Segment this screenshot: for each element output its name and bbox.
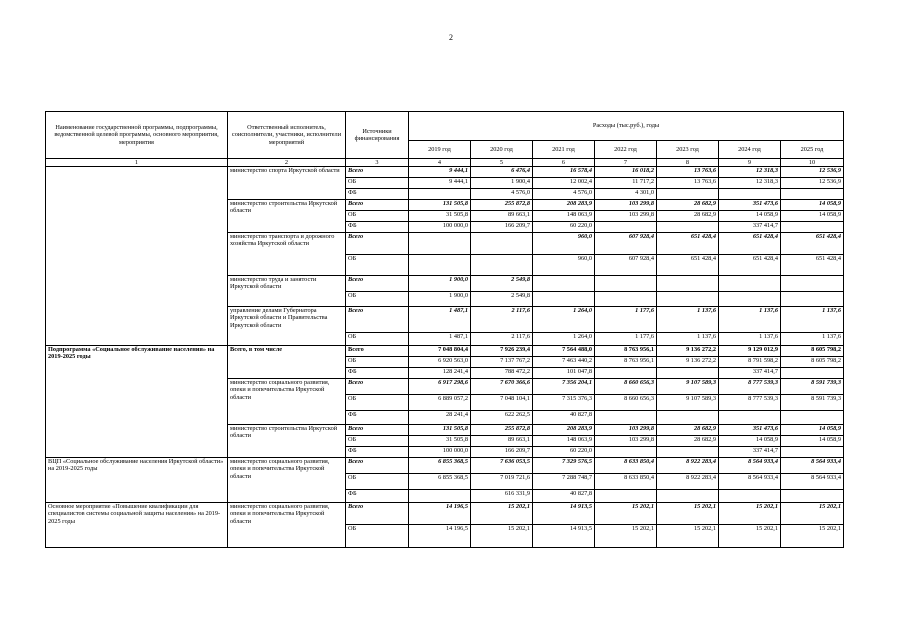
expense-value-cell: 337 414,7 — [719, 222, 781, 233]
program-name-cell: Подпрограмма «Социальное обслуживание населения» на 2019-2025 годы — [46, 346, 228, 458]
header-name-column: Наименование государственной программы, подпрограммы, ведомственной целевой программы, основного мероприятия, мероприятия — [46, 112, 228, 159]
expense-value-cell: 7 288 748,7 — [533, 474, 595, 490]
executor-cell: министерство строительства Иркутской области — [228, 425, 346, 458]
expense-value-cell: 8 564 933,4 — [781, 474, 844, 490]
expense-value-cell: 351 473,6 — [719, 425, 781, 436]
column-number: 10 — [781, 159, 844, 167]
expense-value-cell — [719, 189, 781, 200]
expense-value-cell — [595, 368, 657, 379]
executor-cell: министерство социального развития, опеки и попечительства Иркутской области — [228, 503, 346, 548]
expense-value-cell — [781, 411, 844, 425]
expense-value-cell: 16 578,4 — [533, 167, 595, 178]
header-source-column: Источники финансирования — [346, 112, 409, 159]
expense-value-cell: 616 331,9 — [471, 490, 533, 503]
expense-value-cell: 8 791 598,2 — [719, 357, 781, 368]
expense-value-cell: 15 202,1 — [471, 525, 533, 548]
header-executor-column: Ответственный исполнитель, соисполнители, участники, исполнители мероприятий — [228, 112, 346, 159]
executor-cell: министерство труда и занятости Иркутской области — [228, 276, 346, 307]
expense-value-cell: 8 591 739,3 — [781, 379, 844, 395]
expense-value-cell: 2 549,8 — [471, 276, 533, 292]
expense-value-cell — [657, 189, 719, 200]
expense-value-cell: 131 505,8 — [409, 425, 471, 436]
expense-value-cell — [781, 189, 844, 200]
expense-value-cell — [781, 447, 844, 458]
executor-cell: министерство социального развития, опеки и попечительства Иркутской области — [228, 458, 346, 503]
expense-value-cell — [719, 490, 781, 503]
expense-value-cell: 166 209,7 — [471, 447, 533, 458]
expense-value-cell: 2 117,6 — [471, 307, 533, 333]
expense-value-cell: 7 356 204,1 — [533, 379, 595, 395]
expense-value-cell: 1 177,6 — [595, 333, 657, 346]
expense-value-cell: 9 444,1 — [409, 167, 471, 178]
funding-source-cell: ФБ — [346, 447, 409, 458]
table-row — [46, 503, 844, 525]
table-row — [46, 167, 844, 178]
expense-value-cell — [409, 490, 471, 503]
column-number: 6 — [533, 159, 595, 167]
expense-value-cell: 8 633 850,4 — [595, 474, 657, 490]
expense-value-cell: 651 428,4 — [657, 233, 719, 255]
expense-value-cell: 9 107 589,3 — [657, 379, 719, 395]
funding-source-cell: ФБ — [346, 222, 409, 233]
executor-cell: управление делами Губернатора Иркутской области и Правительства Иркутской области — [228, 307, 346, 346]
column-number: 4 — [409, 159, 471, 167]
expense-value-cell: 15 202,1 — [471, 503, 533, 525]
expense-value-cell: 6 920 563,0 — [409, 357, 471, 368]
expense-value-cell: 208 283,9 — [533, 200, 595, 211]
expense-value-cell: 9 107 589,3 — [657, 395, 719, 411]
expense-value-cell: 15 202,1 — [595, 503, 657, 525]
executor-cell: министерство спорта Иркутской области — [228, 167, 346, 200]
expense-value-cell: 15 202,1 — [781, 525, 844, 548]
funding-source-cell: ФБ — [346, 368, 409, 379]
expense-value-cell — [781, 490, 844, 503]
executor-cell: министерство строительства Иркутской области — [228, 200, 346, 233]
expense-value-cell: 14 058,9 — [781, 211, 844, 222]
funding-source-cell: Всего — [346, 200, 409, 211]
expense-value-cell — [657, 490, 719, 503]
header-year: 2020 год — [471, 141, 533, 159]
expense-value-cell: 1 177,6 — [595, 307, 657, 333]
funding-source-cell: Всего — [346, 276, 409, 292]
expense-value-cell: 8 605 798,2 — [781, 346, 844, 357]
expense-value-cell: 2 117,6 — [471, 333, 533, 346]
expense-value-cell: 28 682,9 — [657, 211, 719, 222]
expense-value-cell: 7 329 576,5 — [533, 458, 595, 474]
funding-source-cell: ОБ — [346, 211, 409, 222]
column-number: 7 — [595, 159, 657, 167]
expense-value-cell: 8 660 656,3 — [595, 395, 657, 411]
expense-value-cell: 14 058,9 — [781, 425, 844, 436]
expense-value-cell: 28 682,9 — [657, 436, 719, 447]
expense-value-cell: 651 428,4 — [719, 233, 781, 255]
funding-source-cell: ОБ — [346, 255, 409, 276]
expense-value-cell: 1 900,4 — [471, 178, 533, 189]
expense-value-cell: 12 536,9 — [781, 167, 844, 178]
expense-value-cell: 131 505,8 — [409, 200, 471, 211]
funding-source-cell: Всего — [346, 307, 409, 333]
expense-value-cell — [781, 222, 844, 233]
expense-value-cell: 1 264,0 — [533, 333, 595, 346]
expense-value-cell: 14 058,9 — [781, 436, 844, 447]
program-name-cell: Основное мероприятие «Повышение квалификации для специалистов системы социальной защиты населения» на 2019-2025 годы — [46, 503, 228, 548]
expense-value-cell: 31 505,8 — [409, 211, 471, 222]
expense-value-cell: 31 505,8 — [409, 436, 471, 447]
table-row — [46, 346, 844, 357]
expense-value-cell: 6 855 368,5 — [409, 458, 471, 474]
expense-value-cell: 622 262,5 — [471, 411, 533, 425]
expense-value-cell: 15 202,1 — [657, 525, 719, 548]
expense-value-cell: 1 137,6 — [781, 333, 844, 346]
expense-value-cell: 103 299,8 — [595, 425, 657, 436]
expense-value-cell — [533, 276, 595, 292]
expense-value-cell: 15 202,1 — [657, 503, 719, 525]
expense-value-cell: 9 136 272,2 — [657, 357, 719, 368]
header-year: 2019 год — [409, 141, 471, 159]
expense-value-cell: 89 663,1 — [471, 211, 533, 222]
expense-value-cell: 8 922 283,4 — [657, 474, 719, 490]
expense-value-cell: 651 428,4 — [781, 255, 844, 276]
expense-value-cell: 1 137,6 — [781, 307, 844, 333]
header-year: 2024 год — [719, 141, 781, 159]
expense-value-cell: 28 682,9 — [657, 425, 719, 436]
expense-value-cell — [595, 292, 657, 307]
expense-value-cell: 8 777 539,3 — [719, 395, 781, 411]
expense-value-cell: 788 472,2 — [471, 368, 533, 379]
expense-value-cell: 16 018,2 — [595, 167, 657, 178]
expense-value-cell: 11 717,2 — [595, 178, 657, 189]
expense-value-cell: 103 299,8 — [595, 211, 657, 222]
expense-value-cell: 7 564 488,0 — [533, 346, 595, 357]
expense-value-cell: 7 636 053,5 — [471, 458, 533, 474]
expense-value-cell: 100 000,0 — [409, 222, 471, 233]
expense-value-cell — [657, 411, 719, 425]
expense-value-cell: 148 063,9 — [533, 436, 595, 447]
expense-value-cell: 1 487,1 — [409, 333, 471, 346]
table-body — [46, 167, 844, 548]
expense-value-cell: 607 928,4 — [595, 255, 657, 276]
column-number: 1 — [46, 159, 228, 167]
expense-value-cell: 4 576,0 — [471, 189, 533, 200]
expense-value-cell: 101 047,8 — [533, 368, 595, 379]
expense-value-cell — [471, 255, 533, 276]
funding-source-cell: Всего — [346, 503, 409, 525]
expense-value-cell: 7 670 366,6 — [471, 379, 533, 395]
header-expenses: Расходы (тыс.руб.), годы — [409, 112, 844, 141]
executor-cell: Всего, в том числе — [228, 346, 346, 379]
table-row — [46, 458, 844, 474]
executor-cell: министерство социального развития, опеки и попечительства Иркутской области — [228, 379, 346, 425]
funding-source-cell: ОБ — [346, 333, 409, 346]
expense-value-cell: 8 591 739,3 — [781, 395, 844, 411]
expense-value-cell: 960,0 — [533, 233, 595, 255]
expense-value-cell: 8 564 933,4 — [781, 458, 844, 474]
funding-source-cell: Всего — [346, 425, 409, 436]
expense-value-cell: 12 318,3 — [719, 178, 781, 189]
funding-source-cell: Всего — [346, 379, 409, 395]
funding-source-cell: ОБ — [346, 436, 409, 447]
expense-value-cell: 166 209,7 — [471, 222, 533, 233]
column-number: 9 — [719, 159, 781, 167]
expense-value-cell — [657, 368, 719, 379]
expense-value-cell: 14 058,9 — [719, 436, 781, 447]
expense-value-cell: 15 202,1 — [719, 525, 781, 548]
expense-value-cell — [409, 255, 471, 276]
expense-value-cell: 15 202,1 — [719, 503, 781, 525]
expense-value-cell: 1 264,0 — [533, 307, 595, 333]
expense-value-cell: 103 299,8 — [595, 200, 657, 211]
expense-value-cell: 12 536,9 — [781, 178, 844, 189]
expense-value-cell: 7 137 767,2 — [471, 357, 533, 368]
funding-source-cell: Всего — [346, 346, 409, 357]
expense-value-cell: 1 137,6 — [657, 307, 719, 333]
expense-value-cell: 8 922 283,4 — [657, 458, 719, 474]
expense-value-cell — [595, 490, 657, 503]
column-number: 2 — [228, 159, 346, 167]
expense-value-cell — [781, 276, 844, 292]
funding-source-cell: ОБ — [346, 178, 409, 189]
expense-value-cell: 1 487,1 — [409, 307, 471, 333]
expense-value-cell: 1 900,0 — [409, 292, 471, 307]
expense-value-cell: 8 605 798,2 — [781, 357, 844, 368]
expense-value-cell — [471, 233, 533, 255]
expense-value-cell: 6 855 368,5 — [409, 474, 471, 490]
header-year: 2021 год — [533, 141, 595, 159]
expense-value-cell: 6 889 057,2 — [409, 395, 471, 411]
expense-value-cell — [657, 276, 719, 292]
funding-source-cell: Всего — [346, 233, 409, 255]
expense-value-cell: 12 318,3 — [719, 167, 781, 178]
expense-value-cell: 40 827,8 — [533, 411, 595, 425]
expense-value-cell: 40 827,8 — [533, 490, 595, 503]
expense-value-cell: 607 928,4 — [595, 233, 657, 255]
expense-value-cell: 6 917 298,6 — [409, 379, 471, 395]
expense-value-cell: 651 428,4 — [657, 255, 719, 276]
funding-source-cell: Всего — [346, 167, 409, 178]
expense-value-cell: 1 137,6 — [657, 333, 719, 346]
expense-value-cell: 651 428,4 — [719, 255, 781, 276]
expense-value-cell: 148 063,9 — [533, 211, 595, 222]
column-number: 3 — [346, 159, 409, 167]
expense-value-cell: 337 414,7 — [719, 447, 781, 458]
program-name-cell: ВЦП «Социальное обслуживание населения Иркутской области» на 2019-2025 годы — [46, 458, 228, 503]
expense-value-cell — [595, 276, 657, 292]
expense-value-cell: 12 002,4 — [533, 178, 595, 189]
expense-value-cell — [595, 447, 657, 458]
expense-value-cell: 8 763 956,1 — [595, 346, 657, 357]
expense-value-cell — [595, 411, 657, 425]
expense-value-cell: 9 136 272,2 — [657, 346, 719, 357]
expense-value-cell: 337 414,7 — [719, 368, 781, 379]
expense-value-cell: 8 564 933,4 — [719, 474, 781, 490]
header-year: 2025 год — [781, 141, 844, 159]
budget-table — [45, 111, 844, 548]
expense-value-cell — [781, 368, 844, 379]
expense-value-cell: 14 196,5 — [409, 503, 471, 525]
expense-value-cell — [719, 411, 781, 425]
header-year: 2022 год — [595, 141, 657, 159]
expense-value-cell: 8 564 933,4 — [719, 458, 781, 474]
expense-value-cell: 14 913,5 — [533, 503, 595, 525]
expense-value-cell: 8 763 956,1 — [595, 357, 657, 368]
expense-value-cell: 651 428,4 — [781, 233, 844, 255]
funding-source-cell: ФБ — [346, 490, 409, 503]
funding-source-cell: ФБ — [346, 189, 409, 200]
expense-value-cell: 7 048 804,4 — [409, 346, 471, 357]
expense-value-cell: 14 913,5 — [533, 525, 595, 548]
expense-value-cell: 8 777 539,3 — [719, 379, 781, 395]
expense-value-cell: 7 926 239,4 — [471, 346, 533, 357]
expense-value-cell: 9 444,1 — [409, 178, 471, 189]
executor-cell: министерство транспорта и дорожного хозяйства Иркутской области — [228, 233, 346, 276]
expense-value-cell — [657, 447, 719, 458]
expense-value-cell: 14 196,5 — [409, 525, 471, 548]
expense-value-cell: 13 763,6 — [657, 167, 719, 178]
expense-value-cell: 28 682,9 — [657, 200, 719, 211]
expense-value-cell — [719, 276, 781, 292]
expense-value-cell: 255 872,8 — [471, 200, 533, 211]
column-number: 5 — [471, 159, 533, 167]
expense-value-cell: 255 872,8 — [471, 425, 533, 436]
expense-value-cell: 7 048 104,1 — [471, 395, 533, 411]
expense-value-cell: 60 220,0 — [533, 222, 595, 233]
expense-value-cell: 7 019 721,6 — [471, 474, 533, 490]
funding-source-cell: Всего — [346, 458, 409, 474]
expense-value-cell: 4 301,0 — [595, 189, 657, 200]
expense-value-cell: 2 549,8 — [471, 292, 533, 307]
column-number: 8 — [657, 159, 719, 167]
expense-value-cell: 15 202,1 — [595, 525, 657, 548]
expense-value-cell: 8 633 850,4 — [595, 458, 657, 474]
expense-value-cell — [719, 292, 781, 307]
program-name-cell — [46, 167, 228, 346]
expense-value-cell — [533, 292, 595, 307]
expense-value-cell: 7 463 440,2 — [533, 357, 595, 368]
expense-value-cell: 28 241,4 — [409, 411, 471, 425]
expense-value-cell — [657, 222, 719, 233]
funding-source-cell: ОБ — [346, 395, 409, 411]
expense-value-cell: 1 137,6 — [719, 333, 781, 346]
funding-source-cell: ФБ — [346, 411, 409, 425]
expense-value-cell: 14 058,9 — [719, 211, 781, 222]
header-year: 2023 год — [657, 141, 719, 159]
expense-value-cell: 100 000,0 — [409, 447, 471, 458]
expense-value-cell: 1 137,6 — [719, 307, 781, 333]
expense-value-cell: 8 660 656,3 — [595, 379, 657, 395]
expense-value-cell: 960,0 — [533, 255, 595, 276]
expense-value-cell: 15 202,1 — [781, 503, 844, 525]
expense-value-cell — [657, 292, 719, 307]
expense-value-cell: 103 299,8 — [595, 436, 657, 447]
expense-value-cell: 208 283,9 — [533, 425, 595, 436]
funding-source-cell: ОБ — [346, 525, 409, 548]
expense-value-cell: 7 315 376,3 — [533, 395, 595, 411]
expense-value-cell: 4 576,0 — [533, 189, 595, 200]
expense-value-cell: 60 220,0 — [533, 447, 595, 458]
page-number: 2 — [449, 33, 453, 42]
expense-value-cell: 351 473,6 — [719, 200, 781, 211]
expense-value-cell: 6 476,4 — [471, 167, 533, 178]
expense-value-cell: 14 058,9 — [781, 200, 844, 211]
expense-value-cell — [409, 189, 471, 200]
expense-value-cell: 89 663,1 — [471, 436, 533, 447]
expense-value-cell — [595, 222, 657, 233]
funding-source-cell: ОБ — [346, 292, 409, 307]
expense-value-cell: 1 900,0 — [409, 276, 471, 292]
expense-value-cell: 13 763,6 — [657, 178, 719, 189]
expense-value-cell: 128 241,4 — [409, 368, 471, 379]
expense-value-cell — [409, 233, 471, 255]
expense-value-cell — [781, 292, 844, 307]
funding-source-cell: ОБ — [346, 357, 409, 368]
expense-value-cell: 9 129 012,9 — [719, 346, 781, 357]
funding-source-cell: ОБ — [346, 474, 409, 490]
